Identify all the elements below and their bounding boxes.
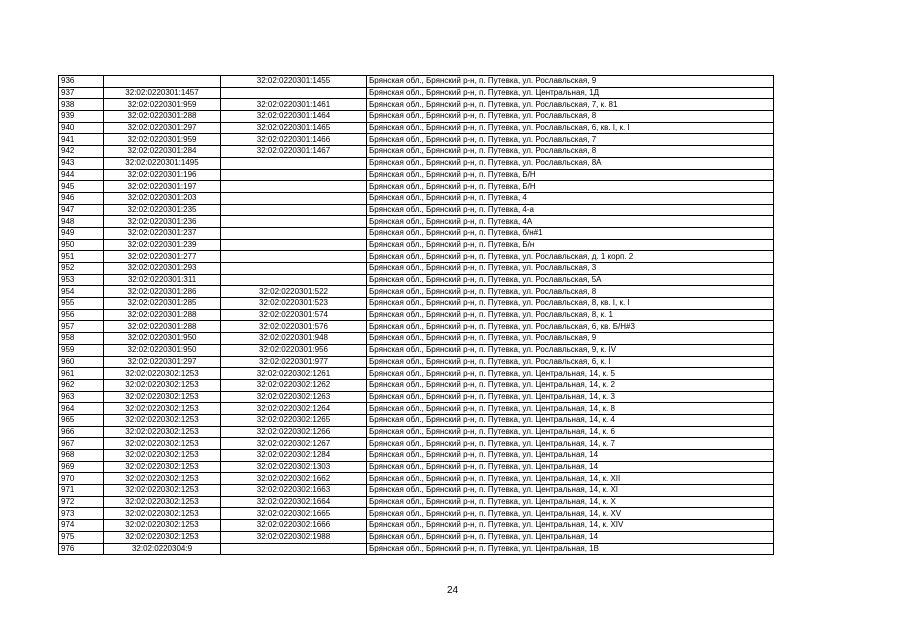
row-number-cell: 951 <box>59 251 104 263</box>
cadastral-number-cell: 32:02:0220301:286 <box>104 286 221 298</box>
linked-cadastral-number-cell: 32:02:0220301:576 <box>221 321 367 333</box>
table-row <box>59 146 774 158</box>
linked-cadastral-number-cell: 32:02:0220302:1664 <box>221 496 367 508</box>
row-number-cell: 966 <box>59 426 104 438</box>
linked-cadastral-number-cell: 32:02:0220302:1665 <box>221 508 367 520</box>
cadastral-number-cell: 32:02:0220302:1253 <box>104 508 221 520</box>
cadastral-number-cell: 32:02:0220301:1457 <box>104 87 221 99</box>
table-row <box>59 508 774 520</box>
cadastral-number-cell: 32:02:0220301:203 <box>104 192 221 204</box>
table-row <box>59 204 774 216</box>
table-row <box>59 122 774 134</box>
row-number-cell: 959 <box>59 344 104 356</box>
address-cell: Брянская обл., Брянский р-н, п. Путевка, б/н#1 <box>367 227 774 239</box>
table-row <box>59 298 774 310</box>
table-row <box>59 450 774 462</box>
address-cell: Брянская обл., Брянский р-н, п. Путевка, ул. Рославльская, 6, кв. Б/Н#3 <box>367 321 774 333</box>
cadastral-number-cell: 32:02:0220301:284 <box>104 146 221 158</box>
table-row <box>59 76 774 88</box>
address-cell: Брянская обл., Брянский р-н, п. Путевка, ул. Рославльская, 8 <box>367 111 774 123</box>
address-cell: Брянская обл., Брянский р-н, п. Путевка, 4 <box>367 192 774 204</box>
row-number-cell: 971 <box>59 485 104 497</box>
linked-cadastral-number-cell <box>221 181 367 193</box>
linked-cadastral-number-cell: 32:02:0220302:1988 <box>221 531 367 543</box>
address-cell: Брянская обл., Брянский р-н, п. Путевка, Б/н <box>367 239 774 251</box>
address-cell: Брянская обл., Брянский р-н, п. Путевка, ул. Рославльская, 9, к. IV <box>367 344 774 356</box>
table-row <box>59 87 774 99</box>
cadastral-number-cell: 32:02:0220302:1253 <box>104 391 221 403</box>
table-row <box>59 134 774 146</box>
cadastral-number-cell: 32:02:0220301:237 <box>104 227 221 239</box>
cadastral-number-cell: 32:02:0220301:239 <box>104 239 221 251</box>
table-row <box>59 414 774 426</box>
cadastral-number-cell: 32:02:0220302:1253 <box>104 414 221 426</box>
table-row <box>59 520 774 532</box>
cadastral-number-cell: 32:02:0220302:1253 <box>104 379 221 391</box>
row-number-cell: 956 <box>59 309 104 321</box>
address-cell: Брянская обл., Брянский р-н, п. Путевка, ул. Центральная, 14 <box>367 531 774 543</box>
table-row <box>59 485 774 497</box>
row-number-cell: 940 <box>59 122 104 134</box>
table-row <box>59 286 774 298</box>
row-number-cell: 937 <box>59 87 104 99</box>
cadastral-number-cell <box>104 76 221 88</box>
row-number-cell: 964 <box>59 403 104 415</box>
address-cell: Брянская обл., Брянский р-н, п. Путевка, ул. Центральная, 1В <box>367 543 774 555</box>
cadastral-number-cell: 32:02:0220301:1495 <box>104 157 221 169</box>
address-cell: Брянская обл., Брянский р-н, п. Путевка, 4-а <box>367 204 774 216</box>
address-cell: Брянская обл., Брянский р-н, п. Путевка, ул. Центральная, 14, к. 4 <box>367 414 774 426</box>
row-number-cell: 974 <box>59 520 104 532</box>
cadastral-number-cell: 32:02:0220301:277 <box>104 251 221 263</box>
address-cell: Брянская обл., Брянский р-н, п. Путевка, ул. Рославльская, 9 <box>367 76 774 88</box>
cadastral-number-cell: 32:02:0220301:196 <box>104 169 221 181</box>
address-cell: Брянская обл., Брянский р-н, п. Путевка, ул. Рославльская, 7 <box>367 134 774 146</box>
linked-cadastral-number-cell: 32:02:0220302:1263 <box>221 391 367 403</box>
row-number-cell: 939 <box>59 111 104 123</box>
row-number-cell: 954 <box>59 286 104 298</box>
linked-cadastral-number-cell <box>221 192 367 204</box>
table-row <box>59 263 774 275</box>
address-cell: Брянская обл., Брянский р-н, п. Путевка, ул. Центральная, 14, к. XIV <box>367 520 774 532</box>
linked-cadastral-number-cell: 32:02:0220301:1464 <box>221 111 367 123</box>
address-cell: Брянская обл., Брянский р-н, п. Путевка, ул. Рославльская, 6, к. I <box>367 356 774 368</box>
linked-cadastral-number-cell: 32:02:0220302:1261 <box>221 368 367 380</box>
row-number-cell: 972 <box>59 496 104 508</box>
linked-cadastral-number-cell <box>221 274 367 286</box>
row-number-cell: 953 <box>59 274 104 286</box>
cadastral-number-cell: 32:02:0220301:297 <box>104 356 221 368</box>
table-row <box>59 111 774 123</box>
row-number-cell: 960 <box>59 356 104 368</box>
cadastral-number-cell: 32:02:0220301:297 <box>104 122 221 134</box>
linked-cadastral-number-cell: 32:02:0220301:1461 <box>221 99 367 111</box>
cadastral-number-cell: 32:02:0220301:288 <box>104 309 221 321</box>
address-cell: Брянская обл., Брянский р-н, п. Путевка, ул. Центральная, 14, к. XII <box>367 473 774 485</box>
cadastral-number-cell: 32:02:0220301:293 <box>104 263 221 275</box>
linked-cadastral-number-cell: 32:02:0220301:1466 <box>221 134 367 146</box>
linked-cadastral-number-cell: 32:02:0220302:1666 <box>221 520 367 532</box>
linked-cadastral-number-cell: 32:02:0220301:523 <box>221 298 367 310</box>
linked-cadastral-number-cell <box>221 263 367 275</box>
row-number-cell: 950 <box>59 239 104 251</box>
row-number-cell: 945 <box>59 181 104 193</box>
address-cell: Брянская обл., Брянский р-н, п. Путевка, ул. Центральная, 14, к. 5 <box>367 368 774 380</box>
cadastral-number-cell: 32:02:0220302:1253 <box>104 520 221 532</box>
cadastral-number-cell: 32:02:0220301:288 <box>104 321 221 333</box>
linked-cadastral-number-cell: 32:02:0220302:1662 <box>221 473 367 485</box>
linked-cadastral-number-cell <box>221 251 367 263</box>
cadastral-number-cell: 32:02:0220301:197 <box>104 181 221 193</box>
row-number-cell: 955 <box>59 298 104 310</box>
linked-cadastral-number-cell <box>221 543 367 555</box>
linked-cadastral-number-cell: 32:02:0220302:1284 <box>221 450 367 462</box>
cadastral-number-cell: 32:02:0220302:1253 <box>104 368 221 380</box>
row-number-cell: 970 <box>59 473 104 485</box>
address-cell: Брянская обл., Брянский р-н, п. Путевка, ул. Центральная, 14 <box>367 450 774 462</box>
cadastral-number-cell: 32:02:0220301:288 <box>104 111 221 123</box>
row-number-cell: 969 <box>59 461 104 473</box>
table-row <box>59 309 774 321</box>
linked-cadastral-number-cell <box>221 204 367 216</box>
linked-cadastral-number-cell <box>221 239 367 251</box>
table-row <box>59 169 774 181</box>
linked-cadastral-number-cell: 32:02:0220301:1465 <box>221 122 367 134</box>
address-cell: Брянская обл., Брянский р-н, п. Путевка, 4А <box>367 216 774 228</box>
row-number-cell: 949 <box>59 227 104 239</box>
table-row <box>59 227 774 239</box>
address-cell: Брянская обл., Брянский р-н, п. Путевка, Б/Н <box>367 181 774 193</box>
cadastral-number-cell: 32:02:0220302:1253 <box>104 485 221 497</box>
linked-cadastral-number-cell: 32:02:0220301:956 <box>221 344 367 356</box>
linked-cadastral-number-cell: 32:02:0220301:1467 <box>221 146 367 158</box>
row-number-cell: 973 <box>59 508 104 520</box>
table-row <box>59 192 774 204</box>
address-cell: Брянская обл., Брянский р-н, п. Путевка, Б/Н <box>367 169 774 181</box>
cadastral-number-cell: 32:02:0220301:235 <box>104 204 221 216</box>
row-number-cell: 963 <box>59 391 104 403</box>
row-number-cell: 976 <box>59 543 104 555</box>
address-cell: Брянская обл., Брянский р-н, п. Путевка, ул. Рославльская, 7, к. 81 <box>367 99 774 111</box>
cadastral-number-cell: 32:02:0220302:1253 <box>104 461 221 473</box>
row-number-cell: 975 <box>59 531 104 543</box>
address-cell: Брянская обл., Брянский р-н, п. Путевка, ул. Центральная, 14, к. 2 <box>367 379 774 391</box>
row-number-cell: 958 <box>59 333 104 345</box>
records-table <box>58 75 774 555</box>
address-cell: Брянская обл., Брянский р-н, п. Путевка, ул. Рославльская, 5А <box>367 274 774 286</box>
table-row <box>59 274 774 286</box>
linked-cadastral-number-cell: 32:02:0220301:977 <box>221 356 367 368</box>
address-cell: Брянская обл., Брянский р-н, п. Путевка, ул. Центральная, 14, к. 7 <box>367 438 774 450</box>
linked-cadastral-number-cell: 32:02:0220302:1267 <box>221 438 367 450</box>
address-cell: Брянская обл., Брянский р-н, п. Путевка, ул. Центральная, 14, к. 8 <box>367 403 774 415</box>
table-row <box>59 321 774 333</box>
cadastral-number-cell: 32:02:0220304:9 <box>104 543 221 555</box>
row-number-cell: 943 <box>59 157 104 169</box>
row-number-cell: 944 <box>59 169 104 181</box>
cadastral-number-cell: 32:02:0220301:285 <box>104 298 221 310</box>
table-row <box>59 356 774 368</box>
address-cell: Брянская обл., Брянский р-н, п. Путевка, ул. Рославльская, 8, кв. I, к. I <box>367 298 774 310</box>
address-cell: Брянская обл., Брянский р-н, п. Путевка, ул. Центральная, 1Д <box>367 87 774 99</box>
address-cell: Брянская обл., Брянский р-н, п. Путевка, ул. Рославльская, 6, кв. I, к. I <box>367 122 774 134</box>
row-number-cell: 962 <box>59 379 104 391</box>
address-cell: Брянская обл., Брянский р-н, п. Путевка, ул. Рославльская, 3 <box>367 263 774 275</box>
linked-cadastral-number-cell: 32:02:0220301:948 <box>221 333 367 345</box>
row-number-cell: 961 <box>59 368 104 380</box>
linked-cadastral-number-cell: 32:02:0220302:1663 <box>221 485 367 497</box>
row-number-cell: 967 <box>59 438 104 450</box>
cadastral-number-cell: 32:02:0220301:959 <box>104 134 221 146</box>
linked-cadastral-number-cell: 32:02:0220302:1303 <box>221 461 367 473</box>
cadastral-number-cell: 32:02:0220302:1253 <box>104 473 221 485</box>
table-row <box>59 216 774 228</box>
address-cell: Брянская обл., Брянский р-н, п. Путевка, ул. Рославльская, 8 <box>367 146 774 158</box>
table-row <box>59 181 774 193</box>
address-cell: Брянская обл., Брянский р-н, п. Путевка, ул. Рославльская, 8, к. 1 <box>367 309 774 321</box>
linked-cadastral-number-cell <box>221 87 367 99</box>
table-row <box>59 99 774 111</box>
address-cell: Брянская обл., Брянский р-н, п. Путевка, ул. Центральная, 14, к. 3 <box>367 391 774 403</box>
address-cell: Брянская обл., Брянский р-н, п. Путевка, ул. Рославльская, 8А <box>367 157 774 169</box>
table-row <box>59 438 774 450</box>
table-row <box>59 251 774 263</box>
table-row <box>59 473 774 485</box>
cadastral-number-cell: 32:02:0220301:950 <box>104 333 221 345</box>
linked-cadastral-number-cell <box>221 169 367 181</box>
cadastral-number-cell: 32:02:0220301:236 <box>104 216 221 228</box>
address-cell: Брянская обл., Брянский р-н, п. Путевка, ул. Центральная, 14, к. 6 <box>367 426 774 438</box>
table-row <box>59 426 774 438</box>
linked-cadastral-number-cell: 32:02:0220301:574 <box>221 309 367 321</box>
cadastral-number-cell: 32:02:0220302:1253 <box>104 426 221 438</box>
linked-cadastral-number-cell: 32:02:0220302:1265 <box>221 414 367 426</box>
cadastral-number-cell: 32:02:0220302:1253 <box>104 531 221 543</box>
table-row <box>59 344 774 356</box>
table-row <box>59 543 774 555</box>
table-row <box>59 368 774 380</box>
page-number: 24 <box>446 585 459 596</box>
table-row <box>59 391 774 403</box>
table-row <box>59 403 774 415</box>
cadastral-number-cell: 32:02:0220301:959 <box>104 99 221 111</box>
address-cell: Брянская обл., Брянский р-н, п. Путевка, ул. Центральная, 14, к. X <box>367 496 774 508</box>
address-cell: Брянская обл., Брянский р-н, п. Путевка, ул. Центральная, 14, к. XV <box>367 508 774 520</box>
linked-cadastral-number-cell: 32:02:0220301:522 <box>221 286 367 298</box>
address-cell: Брянская обл., Брянский р-н, п. Путевка, ул. Рославльская, 8 <box>367 286 774 298</box>
table-row <box>59 379 774 391</box>
row-number-cell: 952 <box>59 263 104 275</box>
linked-cadastral-number-cell <box>221 157 367 169</box>
linked-cadastral-number-cell: 32:02:0220302:1262 <box>221 379 367 391</box>
table-row <box>59 531 774 543</box>
cadastral-number-cell: 32:02:0220302:1253 <box>104 496 221 508</box>
row-number-cell: 936 <box>59 76 104 88</box>
address-cell: Брянская обл., Брянский р-н, п. Путевка, ул. Рославльская, 9 <box>367 333 774 345</box>
cadastral-number-cell: 32:02:0220302:1253 <box>104 450 221 462</box>
address-cell: Брянская обл., Брянский р-н, п. Путевка, ул. Рославльская, д. 1 корп. 2 <box>367 251 774 263</box>
row-number-cell: 948 <box>59 216 104 228</box>
row-number-cell: 968 <box>59 450 104 462</box>
linked-cadastral-number-cell <box>221 227 367 239</box>
table-row <box>59 496 774 508</box>
table-row <box>59 333 774 345</box>
address-cell: Брянская обл., Брянский р-н, п. Путевка, ул. Центральная, 14, к. XI <box>367 485 774 497</box>
table-row <box>59 239 774 251</box>
linked-cadastral-number-cell <box>221 216 367 228</box>
table-row <box>59 157 774 169</box>
linked-cadastral-number-cell: 32:02:0220302:1266 <box>221 426 367 438</box>
cadastral-number-cell: 32:02:0220301:311 <box>104 274 221 286</box>
row-number-cell: 942 <box>59 146 104 158</box>
table-row <box>59 461 774 473</box>
row-number-cell: 938 <box>59 99 104 111</box>
row-number-cell: 965 <box>59 414 104 426</box>
row-number-cell: 957 <box>59 321 104 333</box>
row-number-cell: 941 <box>59 134 104 146</box>
cadastral-number-cell: 32:02:0220302:1253 <box>104 438 221 450</box>
row-number-cell: 946 <box>59 192 104 204</box>
row-number-cell: 947 <box>59 204 104 216</box>
cadastral-number-cell: 32:02:0220301:950 <box>104 344 221 356</box>
cadastral-number-cell: 32:02:0220302:1253 <box>104 403 221 415</box>
linked-cadastral-number-cell: 32:02:0220301:1455 <box>221 76 367 88</box>
linked-cadastral-number-cell: 32:02:0220302:1264 <box>221 403 367 415</box>
records-table-body <box>59 76 774 555</box>
address-cell: Брянская обл., Брянский р-н, п. Путевка, ул. Центральная, 14 <box>367 461 774 473</box>
